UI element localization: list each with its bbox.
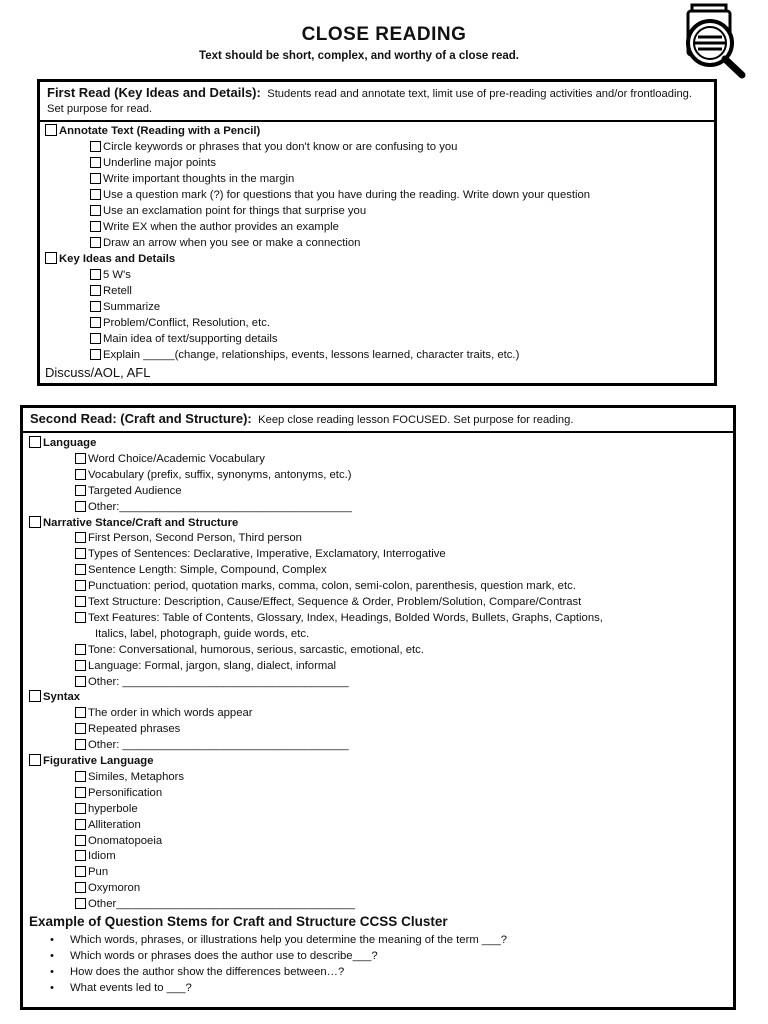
first-read-item-label: Problem/Conflict, Resolution, etc. [103,317,271,329]
second-read-item-label: Other:_____________________________________ [88,500,352,513]
first-read-item [90,316,270,330]
second-read-item-label: hyperbole [88,802,138,815]
second-read-item [75,802,138,816]
second-read-item-label: Pun [88,866,109,879]
checkbox[interactable] [75,739,86,750]
first-read-item [90,348,519,362]
second-read-item [75,659,336,673]
second-read-item [75,452,265,466]
first-read-heading: First Read (Key Ideas and Details): [47,85,261,100]
second-read-item [75,595,581,609]
bullet-icon: • [50,950,54,962]
checkbox[interactable] [90,301,101,312]
second-read-item-label: Other: ____________________________________ [88,739,349,752]
second-read-item [75,675,349,689]
second-read-item [75,563,327,577]
first-read-group [45,252,175,266]
first-read-item [90,140,457,154]
first-read-item [90,300,160,314]
first-read-item [90,268,131,282]
second-read-item [75,468,352,482]
question-stem [50,981,192,995]
first-read-item [90,332,278,346]
second-read-item-label: Personification [88,786,163,799]
second-read-item-label: Word Choice/Academic Vocabulary [88,452,265,465]
second-read-item-label: Idiom [88,850,116,863]
first-read-item [90,204,366,218]
question-stem [50,933,507,947]
checkbox[interactable] [90,237,101,248]
checkbox[interactable] [75,819,86,830]
text-features-continuation: Italics, label, photograph, guide words, etc. [95,627,310,640]
checkbox[interactable] [90,349,101,360]
second-read-item [75,897,355,911]
second-read-item [75,818,141,832]
first-read-item [90,284,132,298]
checkbox[interactable] [75,882,86,893]
second-read-description: Keep close reading lesson FOCUSED. Set purpose for reading. [258,414,574,426]
question-stem-text: Which words, phrases, or illustrations help you determine the meaning of the term ___? [70,934,508,946]
second-read-item-label: Alliteration [88,818,141,831]
second-read-group-label: Narrative Stance/Craft and Structure [43,516,239,529]
second-read-item-label: Sentence Length: Simple, Compound, Complex [88,564,327,577]
checkbox[interactable] [90,221,101,232]
checkbox[interactable] [75,580,86,591]
second-read-item [75,881,140,895]
magnifier-document-icon [682,3,750,79]
checkbox[interactable] [75,803,86,814]
bullet-icon: • [50,982,54,994]
checkbox[interactable] [90,173,101,184]
first-read-item [90,188,590,202]
second-read-item-label: Types of Sentences: Declarative, Imperative, Exclamatory, Interrogative [88,548,446,561]
checkbox[interactable] [90,141,101,152]
checkbox[interactable] [75,469,86,480]
second-read-item [75,738,349,752]
question-stem [50,965,344,979]
second-read-item [75,531,302,545]
second-read-item-label: Targeted Audience [88,484,182,497]
second-read-item-label: Oxymoron [88,882,141,895]
checkbox[interactable] [29,690,41,702]
checkbox[interactable] [45,124,57,136]
question-stem [50,949,378,963]
second-read-item-label: Other______________________________________ [88,898,355,911]
first-read-group-label: Annotate Text (Reading with a Pencil) [59,125,261,137]
checkbox[interactable] [75,532,86,543]
checkbox[interactable] [75,485,86,496]
second-read-item-label: The order in which words appear [88,707,253,720]
second-read-group [29,516,238,530]
first-read-group [45,124,260,138]
first-read-item-label: Main idea of text/supporting details [103,333,278,345]
first-read-item-label: Circle keywords or phrases that you don't know or are confusing to you [103,141,458,153]
second-read-item-label: Tone: Conversational, humorous, serious, sarcastic, emotional, etc. [88,643,424,656]
checkbox[interactable] [75,596,86,607]
checkbox[interactable] [90,317,101,328]
checkbox[interactable] [75,898,86,909]
second-read-group [29,436,96,450]
second-read-item [75,500,352,514]
checkbox[interactable] [75,850,86,861]
checkbox[interactable] [75,707,86,718]
checkbox[interactable] [75,564,86,575]
second-read-item-label: Repeated phrases [88,723,181,736]
second-read-heading: Second Read: (Craft and Structure): [30,411,252,426]
second-read-item-label: Text Features: Table of Contents, Glossary, Index, Headings, Bolded Words, Bullets, Graphs, Captions, [88,611,603,624]
first-read-item-label: Summarize [103,301,161,313]
checkbox[interactable] [75,660,86,671]
checkbox[interactable] [90,269,101,280]
checkbox[interactable] [90,157,101,168]
second-read-group [29,690,80,704]
second-read-item [75,865,108,879]
checkbox[interactable] [75,453,86,464]
checkbox[interactable] [75,771,86,782]
first-read-item-label: Use an exclamation point for things that surprise you [103,205,367,217]
first-read-item-label: Use a question mark (?) for questions that you have during the reading. Write down your question [103,189,591,201]
second-read-group-label: Language [43,437,97,449]
checkbox[interactable] [90,285,101,296]
question-stem-text: Which words or phrases does the author use to describe___? [70,950,378,962]
second-read-item [75,770,184,784]
second-read-item-label: Onomatopoeia [88,834,163,847]
bullet-icon: • [50,966,54,978]
page-subtitle: Text should be short, complex, and worthy of a close read. [199,50,519,62]
first-read-group-label: Key Ideas and Details [59,253,176,265]
first-read-item-label: Explain _____(change, relationships, events, lessons learned, character traits, etc.) [103,349,520,361]
checkbox[interactable] [75,501,86,512]
first-read-item [90,156,216,170]
first-read-description: Students read and annotate text, limit use of pre-reading activities and/or frontloading. Set purpose for read. [47,88,692,115]
second-read-item [75,611,603,625]
second-read-item-label: Other: ____________________________________ [88,675,349,688]
checkbox[interactable] [90,205,101,216]
second-read-item [75,579,576,593]
second-read-group-label: Syntax [43,691,81,704]
bullet-icon: • [50,934,54,946]
second-read-group [29,754,153,768]
checkbox[interactable] [75,676,86,687]
checkbox[interactable] [90,189,101,200]
second-read-item-label: Text Structure: Description, Cause/Effect, Sequence & Order, Problem/Solution, Compare/Contrast [88,596,582,608]
checkbox[interactable] [75,866,86,877]
first-read-item [90,236,360,250]
discuss-note: Discuss/AOL, AFL [45,365,151,380]
second-read-header [23,408,733,433]
first-read-item-label: Draw an arrow when you see or make a connection [103,237,361,249]
checkbox[interactable] [75,644,86,655]
page-title: CLOSE READING [301,24,467,45]
checkbox[interactable] [75,548,86,559]
second-read-item-label: First Person, Second Person, Third person [88,532,302,545]
second-read-item [75,834,162,848]
checkbox[interactable] [29,516,41,528]
first-read-item-label: Write EX when the author provides an example [103,221,339,233]
first-read-item-label: Write important thoughts in the margin [103,173,295,185]
second-read-group-label: Figurative Language [43,755,154,767]
second-read-item-label: Punctuation: period, quotation marks, comma, colon, semi-colon, parenthesis, question mark, etc. [88,580,576,593]
checkbox[interactable] [75,612,86,623]
second-read-item-label: Vocabulary (prefix, suffix, synonyms, antonyms, etc.) [88,468,352,481]
checkbox[interactable] [75,835,86,846]
first-read-item-label: Underline major points [103,157,217,169]
second-read-item [75,849,116,863]
first-read-item-label: Retell [103,285,132,297]
question-stem-text: What events led to ___? [70,982,192,994]
second-read-item [75,786,162,800]
second-read-item [75,547,446,561]
checkbox[interactable] [29,754,41,766]
checkbox[interactable] [75,723,86,734]
second-read-item [75,643,424,657]
checkbox[interactable] [75,787,86,798]
checkbox[interactable] [90,333,101,344]
first-read-item-label: 5 W's [103,269,131,281]
second-read-item [75,484,182,498]
second-read-item [75,706,253,720]
question-stems-title: Example of Question Stems for Craft and Structure CCSS Cluster [29,914,448,929]
first-read-item [90,172,294,186]
question-stem-text: How does the author show the differences between…? [70,966,345,978]
first-read-header [40,82,714,122]
first-read-item [90,220,339,234]
second-read-item [75,722,180,736]
checkbox[interactable] [45,252,57,264]
second-read-item-label: Similes, Metaphors [88,770,185,783]
second-read-item-label: Language: Formal, jargon, slang, dialect, informal [88,659,337,672]
checkbox[interactable] [29,436,41,448]
